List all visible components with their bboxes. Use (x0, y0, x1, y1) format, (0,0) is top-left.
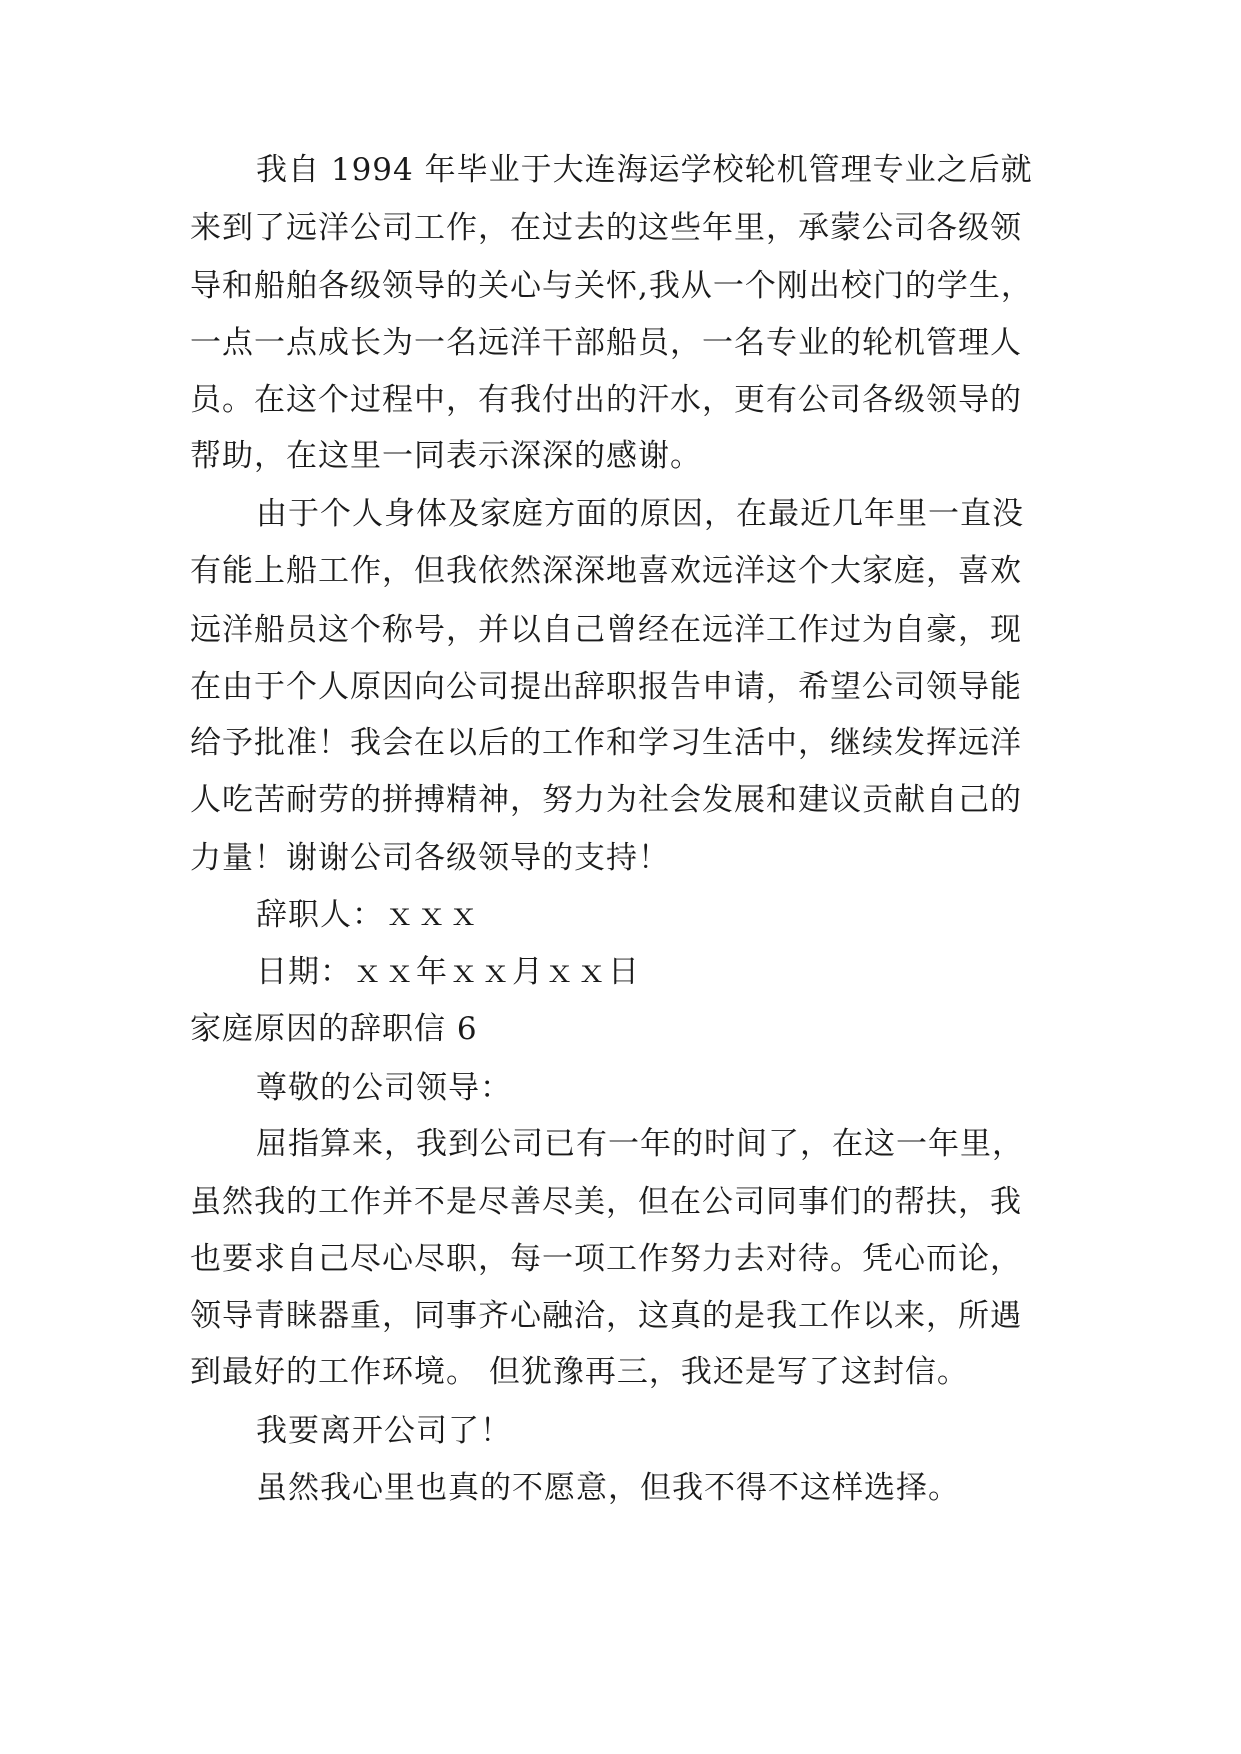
paragraph-line: 屈指算来，我到公司已有一年的时间了，在这一年里， (256, 1126, 1024, 1162)
paragraph-line: 也要求自己尽心尽职，每一项工作努力去对待。凭心而论， (190, 1241, 1022, 1277)
paragraph-line: 有能上船工作，但我依然深深地喜欢远洋这个大家庭，喜欢 (190, 553, 1022, 589)
paragraph-line: 力量！谢谢公司各级领导的支持！ (190, 840, 670, 876)
paragraph-line: 导和船舶各级领导的关心与关怀,我从一个刚出校门的学生， (190, 268, 1033, 304)
paragraph-line: 到最好的工作环境。 但犹豫再三，我还是写了这封信。 (190, 1354, 969, 1390)
date-line: 日期：ｘｘ年ｘｘ月ｘｘ日 (256, 954, 640, 990)
salutation-line: 尊敬的公司领导： (256, 1070, 512, 1106)
paragraph-line: 一点一点成长为一名远洋干部船员，一名专业的轮机管理人 (190, 325, 1022, 361)
paragraph-line: 远洋船员这个称号，并以自己曾经在远洋工作过为自豪，现 (190, 612, 1022, 648)
paragraph-line: 由于个人身体及家庭方面的原因，在最近几年里一直没 (256, 496, 1024, 532)
paragraph-line: 虽然我心里也真的不愿意，但我不得不这样选择。 (256, 1470, 960, 1506)
paragraph-line: 我自 1994 年毕业于大连海运学校轮机管理专业之后就 (256, 152, 1033, 188)
paragraph-line: 在由于个人原因向公司提出辞职报告申请，希望公司领导能 (190, 669, 1022, 705)
paragraph-line: 我要离开公司了！ (256, 1413, 512, 1449)
paragraph-line: 帮助，在这里一同表示深深的感谢。 (190, 438, 702, 474)
paragraph-line: 给予批准！我会在以后的工作和学习生活中，继续发挥远洋 (190, 725, 1022, 761)
paragraph-line: 虽然我的工作并不是尽善尽美，但在公司同事们的帮扶，我 (190, 1184, 1022, 1220)
signature-line: 辞职人：ｘｘｘ (256, 897, 480, 933)
paragraph-line: 员。在这个过程中，有我付出的汗水，更有公司各级领导的 (190, 382, 1022, 418)
section-title: 家庭原因的辞职信 6 (190, 1011, 478, 1047)
paragraph-line: 领导青睐器重，同事齐心融洽，这真的是我工作以来，所遇 (190, 1298, 1022, 1334)
paragraph-line: 人吃苦耐劳的拼搏精神，努力为社会发展和建议贡献自己的 (190, 782, 1022, 818)
paragraph-line: 来到了远洋公司工作，在过去的这些年里，承蒙公司各级领 (190, 210, 1022, 246)
